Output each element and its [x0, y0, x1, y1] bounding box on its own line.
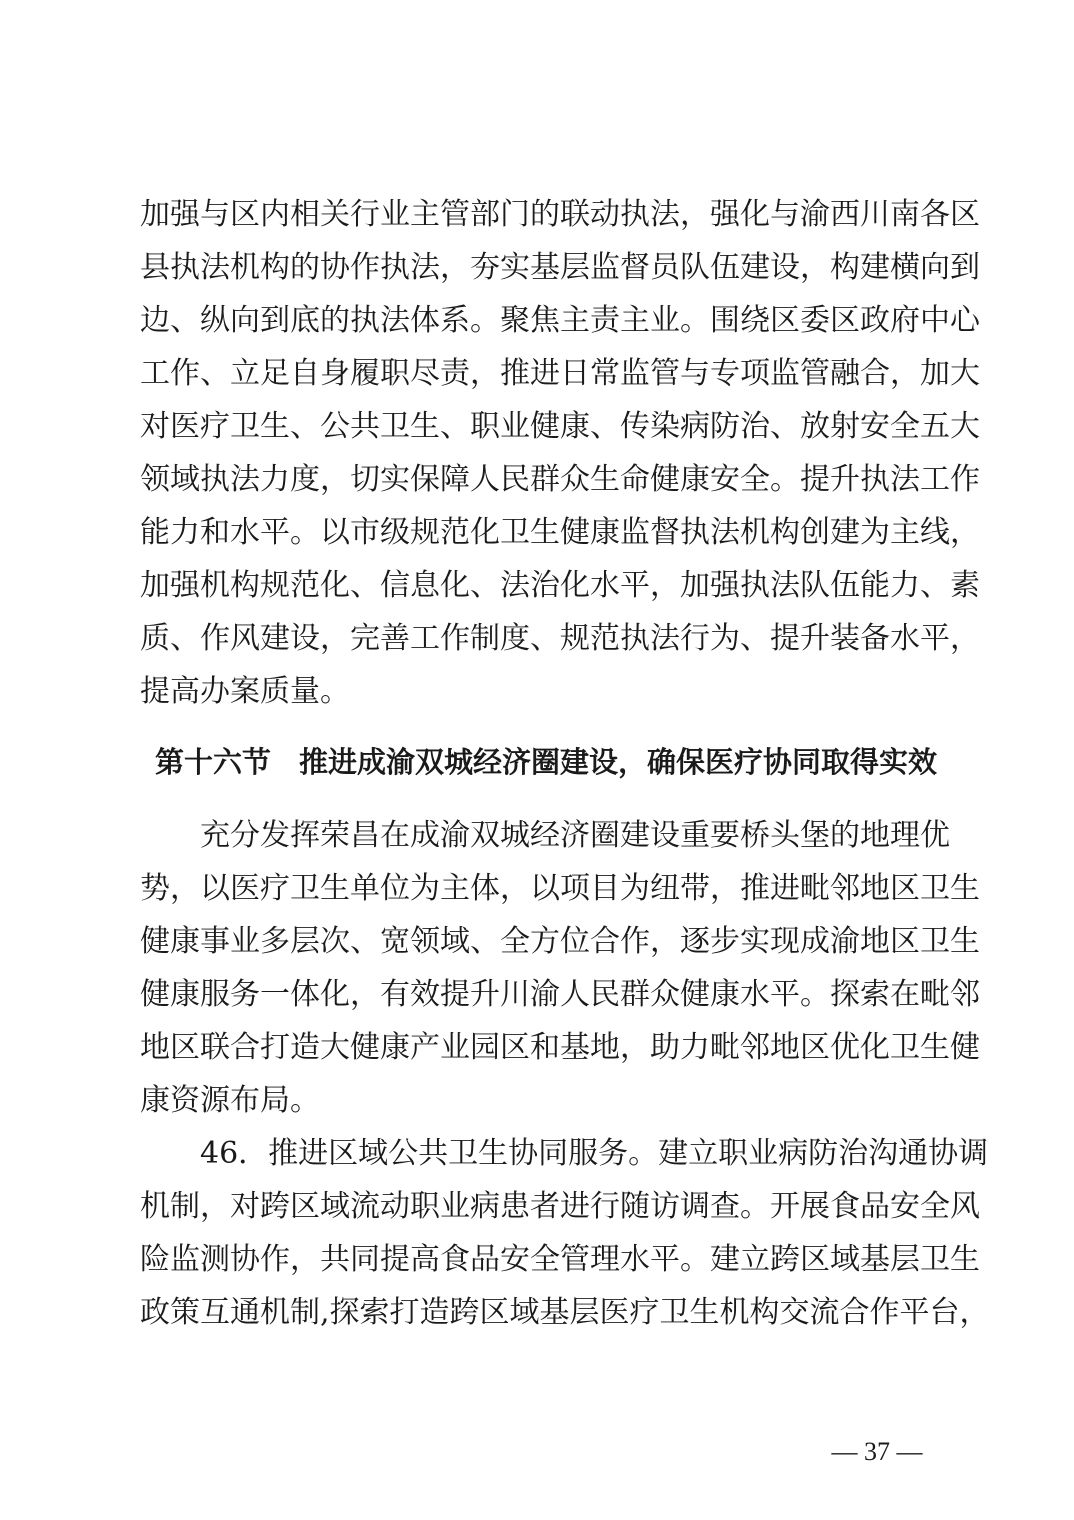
- paragraph-line: 提高办案质量。: [140, 674, 350, 709]
- paragraph-line: 险监测协作，共同提高食品安全管理水平。建立跨区域基层卫生: [140, 1242, 980, 1277]
- paragraph-line: 能力和水平。以市级规范化卫生健康监督执法机构创建为主线，: [140, 515, 980, 550]
- paragraph-line: 加强与区内相关行业主管部门的联动执法，强化与渝西川南各区: [140, 197, 980, 232]
- paragraph-line: 康资源布局。: [140, 1083, 320, 1118]
- paragraph-line: 加强机构规范化、信息化、法治化水平，加强执法队伍能力、素: [140, 568, 980, 603]
- paragraph-line: 对医疗卫生、公共卫生、职业健康、传染病防治、放射安全五大: [140, 409, 980, 444]
- paragraph-line: 充分发挥荣昌在成渝双城经济圈建设重要桥头堡的地理优: [200, 818, 950, 853]
- paragraph-line: 边、纵向到底的执法体系。聚焦主责主业。围绕区委区政府中心: [140, 303, 980, 338]
- paragraph-line: 46．推进区域公共卫生协同服务。建立职业病防治沟通协调: [200, 1136, 989, 1171]
- paragraph-line: 政策互通机制,探索打造跨区域基层医疗卫生机构交流合作平台，: [140, 1295, 990, 1330]
- paragraph-line: 健康事业多层次、宽领域、全方位合作，逐步实现成渝地区卫生: [140, 924, 980, 959]
- paragraph-line: 地区联合打造大健康产业园区和基地，助力毗邻地区优化卫生健: [140, 1030, 980, 1065]
- paragraph-line: 工作、立足自身履职尽责，推进日常监管与专项监管融合，加大: [140, 356, 980, 391]
- paragraph-line: 领域执法力度，切实保障人民群众生命健康安全。提升执法工作: [140, 462, 980, 497]
- section-heading: [155, 742, 938, 782]
- section-title: 推进成渝双城经济圈建设，确保医疗协同取得实效: [299, 745, 938, 779]
- paragraph-line: 势，以医疗卫生单位为主体，以项目为纽带，推进毗邻地区卫生: [140, 871, 980, 906]
- section-number: 第十六节: [155, 745, 272, 779]
- paragraph-line: 健康服务一体化，有效提升川渝人民群众健康水平。探索在毗邻: [140, 977, 980, 1012]
- page-number: — 37 —: [831, 1437, 923, 1466]
- paragraph-line: 机制，对跨区域流动职业病患者进行随访调查。开展食品安全风: [140, 1189, 980, 1224]
- paragraph-line: 县执法机构的协作执法，夯实基层监督员队伍建设，构建横向到: [140, 250, 980, 285]
- paragraph-line: 质、作风建设，完善工作制度、规范执法行为、提升装备水平，: [140, 621, 980, 656]
